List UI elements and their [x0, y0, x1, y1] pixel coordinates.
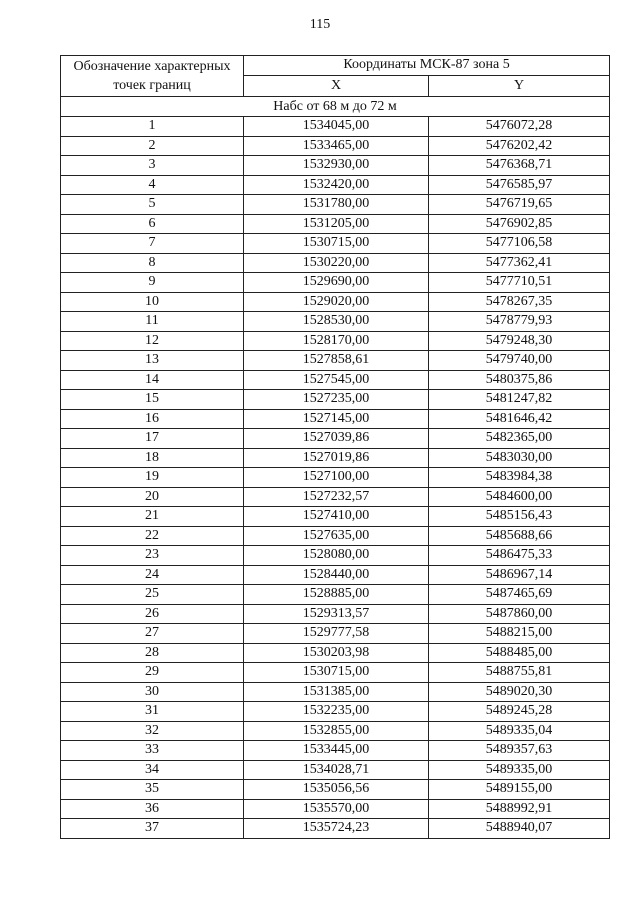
table-row: [61, 604, 610, 624]
y-coordinate-cell: 5488215,00: [429, 624, 610, 644]
point-number-cell: 6: [61, 214, 244, 234]
y-coordinate-cell: 5477710,51: [429, 273, 610, 293]
point-number-cell: 18: [61, 448, 244, 468]
y-coordinate-cell: 5488485,00: [429, 643, 610, 663]
y-coordinate-cell: 5489245,28: [429, 702, 610, 722]
table-row: [61, 643, 610, 663]
table-row: [61, 468, 610, 488]
x-coordinate-cell: 1530715,00: [244, 663, 429, 683]
y-coordinate-cell: 5478267,35: [429, 292, 610, 312]
y-coordinate-cell: 5479248,30: [429, 331, 610, 351]
point-number-cell: 22: [61, 526, 244, 546]
table-row: [61, 487, 610, 507]
table-row: [61, 819, 610, 839]
x-coordinate-cell: 1528440,00: [244, 565, 429, 585]
point-number-cell: 16: [61, 409, 244, 429]
x-coordinate-cell: 1527545,00: [244, 370, 429, 390]
x-coordinate-cell: 1532855,00: [244, 721, 429, 741]
table-row: [61, 721, 610, 741]
point-number-cell: 36: [61, 799, 244, 819]
table-row: [61, 526, 610, 546]
y-coordinate-cell: 5476719,65: [429, 195, 610, 215]
point-number-cell: 1: [61, 117, 244, 137]
y-column-header: Y: [429, 75, 610, 96]
y-coordinate-cell: 5476368,71: [429, 156, 610, 176]
point-number-cell: 21: [61, 507, 244, 527]
table-row: [61, 546, 610, 566]
point-number-cell: 13: [61, 351, 244, 371]
x-coordinate-cell: 1534045,00: [244, 117, 429, 137]
x-coordinate-cell: 1531205,00: [244, 214, 429, 234]
y-coordinate-cell: 5486967,14: [429, 565, 610, 585]
y-coordinate-cell: 5487860,00: [429, 604, 610, 624]
y-coordinate-cell: 5480375,86: [429, 370, 610, 390]
table-row: [61, 253, 610, 273]
table-row: [61, 780, 610, 800]
y-coordinate-cell: 5488940,07: [429, 819, 610, 839]
y-coordinate-cell: 5476202,42: [429, 136, 610, 156]
y-coordinate-cell: 5476585,97: [429, 175, 610, 195]
x-coordinate-cell: 1527235,00: [244, 390, 429, 410]
point-number-cell: 12: [61, 331, 244, 351]
y-coordinate-cell: 5481247,82: [429, 390, 610, 410]
x-coordinate-cell: 1527145,00: [244, 409, 429, 429]
y-coordinate-cell: 5476902,85: [429, 214, 610, 234]
y-coordinate-cell: 5477106,58: [429, 234, 610, 254]
point-number-cell: 34: [61, 760, 244, 780]
table-row: [61, 136, 610, 156]
x-coordinate-cell: 1530715,00: [244, 234, 429, 254]
y-coordinate-cell: 5489155,00: [429, 780, 610, 800]
point-number-cell: 33: [61, 741, 244, 761]
table-row: [61, 195, 610, 215]
point-number-cell: 35: [61, 780, 244, 800]
table-row: [61, 799, 610, 819]
x-coordinate-cell: 1530220,00: [244, 253, 429, 273]
x-coordinate-cell: 1530203,98: [244, 643, 429, 663]
table-row: [61, 370, 610, 390]
table-row: [61, 409, 610, 429]
x-coordinate-cell: 1528080,00: [244, 546, 429, 566]
y-coordinate-cell: 5486475,33: [429, 546, 610, 566]
point-number-cell: 23: [61, 546, 244, 566]
y-coordinate-cell: 5489357,63: [429, 741, 610, 761]
table-row: [61, 390, 610, 410]
x-coordinate-cell: 1527100,00: [244, 468, 429, 488]
table-row: [61, 760, 610, 780]
point-number-cell: 7: [61, 234, 244, 254]
table-row: [61, 741, 610, 761]
point-number-cell: 10: [61, 292, 244, 312]
x-coordinate-cell: 1529313,57: [244, 604, 429, 624]
point-number-cell: 25: [61, 585, 244, 605]
section-row: [61, 97, 610, 117]
header-row: [61, 56, 610, 76]
point-number-cell: 11: [61, 312, 244, 332]
y-coordinate-cell: 5488992,91: [429, 799, 610, 819]
y-coordinate-cell: 5489335,00: [429, 760, 610, 780]
y-coordinate-cell: 5485156,43: [429, 507, 610, 527]
table-row: [61, 234, 610, 254]
y-coordinate-cell: 5489335,04: [429, 721, 610, 741]
table-row: [61, 312, 610, 332]
point-number-cell: 4: [61, 175, 244, 195]
table-header: [61, 56, 610, 97]
table-row: [61, 565, 610, 585]
table-row: [61, 156, 610, 176]
point-designation-header: Обозначение характерных точек границ: [61, 56, 244, 97]
x-coordinate-cell: 1532420,00: [244, 175, 429, 195]
point-number-cell: 2: [61, 136, 244, 156]
point-number-cell: 14: [61, 370, 244, 390]
y-coordinate-cell: 5488755,81: [429, 663, 610, 683]
y-coordinate-cell: 5483030,00: [429, 448, 610, 468]
x-coordinate-cell: 1531385,00: [244, 682, 429, 702]
y-coordinate-cell: 5478779,93: [429, 312, 610, 332]
point-number-cell: 30: [61, 682, 244, 702]
point-number-cell: 5: [61, 195, 244, 215]
table-row: [61, 507, 610, 527]
x-coordinate-cell: 1529020,00: [244, 292, 429, 312]
table-row: [61, 292, 610, 312]
table-row: [61, 429, 610, 449]
x-coordinate-cell: 1534028,71: [244, 760, 429, 780]
y-coordinate-cell: 5477362,41: [429, 253, 610, 273]
x-coordinate-cell: 1527039,86: [244, 429, 429, 449]
x-column-header: X: [244, 75, 429, 96]
point-number-cell: 15: [61, 390, 244, 410]
table-row: [61, 585, 610, 605]
coordinates-table: [60, 55, 610, 839]
page-number: 115: [309, 17, 331, 32]
point-number-cell: 37: [61, 819, 244, 839]
x-coordinate-cell: 1535056,56: [244, 780, 429, 800]
table-row: [61, 663, 610, 683]
table-row: [61, 175, 610, 195]
x-coordinate-cell: 1527232,57: [244, 487, 429, 507]
point-number-cell: 29: [61, 663, 244, 683]
x-coordinate-cell: 1528530,00: [244, 312, 429, 332]
table-row: [61, 117, 610, 137]
x-coordinate-cell: 1533465,00: [244, 136, 429, 156]
y-coordinate-cell: 5479740,00: [429, 351, 610, 371]
x-coordinate-cell: 1529777,58: [244, 624, 429, 644]
table-row: [61, 702, 610, 722]
y-coordinate-cell: 5482365,00: [429, 429, 610, 449]
point-number-cell: 19: [61, 468, 244, 488]
point-number-cell: 26: [61, 604, 244, 624]
point-number-cell: 28: [61, 643, 244, 663]
y-coordinate-cell: 5476072,28: [429, 117, 610, 137]
x-coordinate-cell: 1527858,61: [244, 351, 429, 371]
x-coordinate-cell: 1533445,00: [244, 741, 429, 761]
point-number-cell: 17: [61, 429, 244, 449]
y-coordinate-cell: 5483984,38: [429, 468, 610, 488]
y-coordinate-cell: 5484600,00: [429, 487, 610, 507]
point-number-cell: 32: [61, 721, 244, 741]
table-row: [61, 682, 610, 702]
x-coordinate-cell: 1532930,00: [244, 156, 429, 176]
y-coordinate-cell: 5487465,69: [429, 585, 610, 605]
y-coordinate-cell: 5485688,66: [429, 526, 610, 546]
table-body: [61, 97, 610, 839]
section-label: Набс от 68 м до 72 м: [61, 97, 610, 117]
x-coordinate-cell: 1528885,00: [244, 585, 429, 605]
x-coordinate-cell: 1532235,00: [244, 702, 429, 722]
coordinates-header: Координаты МСК-87 зона 5: [244, 56, 610, 76]
point-number-cell: 9: [61, 273, 244, 293]
x-coordinate-cell: 1529690,00: [244, 273, 429, 293]
x-coordinate-cell: 1535724,23: [244, 819, 429, 839]
point-number-cell: 27: [61, 624, 244, 644]
table-row: [61, 624, 610, 644]
table-row: [61, 448, 610, 468]
x-coordinate-cell: 1531780,00: [244, 195, 429, 215]
table-row: [61, 273, 610, 293]
x-coordinate-cell: 1527019,86: [244, 448, 429, 468]
table-row: [61, 351, 610, 371]
point-number-cell: 24: [61, 565, 244, 585]
point-number-cell: 20: [61, 487, 244, 507]
x-coordinate-cell: 1527635,00: [244, 526, 429, 546]
y-coordinate-cell: 5481646,42: [429, 409, 610, 429]
point-number-cell: 31: [61, 702, 244, 722]
y-coordinate-cell: 5489020,30: [429, 682, 610, 702]
x-coordinate-cell: 1527410,00: [244, 507, 429, 527]
table-row: [61, 331, 610, 351]
x-coordinate-cell: 1535570,00: [244, 799, 429, 819]
table-row: [61, 214, 610, 234]
x-coordinate-cell: 1528170,00: [244, 331, 429, 351]
point-number-cell: 8: [61, 253, 244, 273]
point-number-cell: 3: [61, 156, 244, 176]
